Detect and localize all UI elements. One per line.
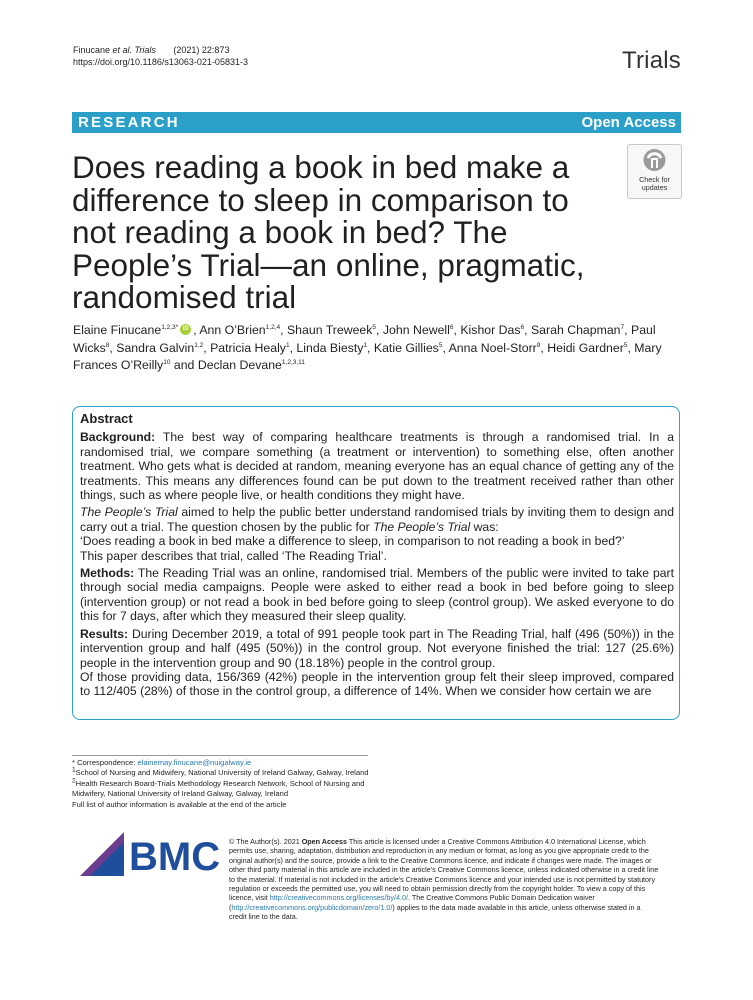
badge-line1: Check for — [639, 175, 670, 184]
abstract-results — [80, 627, 674, 670]
author-name: Mary Frances O’Reilly — [73, 340, 662, 372]
abstract-box — [72, 406, 680, 720]
footnote-divider — [72, 755, 368, 756]
orcid-icon[interactable] — [180, 324, 191, 335]
header-authors: Finucane — [73, 45, 111, 55]
author-affiliation: 5 — [372, 323, 377, 331]
author-name: Heidi Gardner — [547, 340, 624, 355]
background-text: The best way of comparing healthcare treatments is through a randomised trial. In a randomised trial, we compare something (a treatment or intervention) to something else, often another treatment. Who gets what is decided at random, meaning everyone has an equal chance of getting any of the treatments. This means any differences found can be put down to the treatment received rather than other things, such as where people live, or health conditions they might have. — [80, 430, 674, 503]
author-affiliation: 10 — [163, 358, 171, 366]
author-affiliation: 8 — [105, 341, 110, 349]
abstract-background — [80, 430, 674, 502]
author-name: Katie Gillies — [373, 340, 439, 355]
author-affiliation: 1,2,4 — [265, 323, 281, 331]
affiliation-2-text: Health Research Board-Trials Methodology Research Network, School of Nursing and Midwifery, National University of Ireland Galway, Galway, Ireland — [72, 778, 365, 799]
footnotes — [72, 758, 372, 810]
author-affiliation: 5 — [623, 341, 628, 349]
author-affiliation: 1 — [363, 341, 368, 349]
license-open-access-label: Open Access — [301, 837, 347, 846]
methods-text: The Reading Trial was an online, randomised trial. Members of the public were invited to take part through social media campaigns. People were asked to either read a book in bed before going to sleep (intervention group) or not read a book in bed before going to sleep (control group). We asked everyone to do this for 7 days, after which they measured their sleep quality. — [80, 566, 674, 624]
peoples-trial-italic-2: The People’s Trial — [373, 519, 471, 534]
full-author-info-note: Full list of author information is available at the end of the article — [72, 799, 287, 809]
badge-line2: updates — [641, 183, 668, 192]
author-list: Elaine Finucane$^{1,2,3*}$ iD , Ann O’Brien$^{1,2,4}$, Shaun Treweek$^5$, John Newell$^6$, Kishor Das$^6$, Sarah Chapman$^7$, Paul Wicks$^8$, Sandra Galvin$^{1,2}$, Patricia Healy$^1$, Linda Biesty$^1$, Katie Gillies$^5$, Anna Noel-Storr$^9$, Heidi Gardner$^5$, Mary Frances O’Reilly$^{10}$ and Declan Devane$^{1,2,3,11}$ — [73, 323, 662, 372]
correspondence-email-link[interactable]: elainemay.finucane@nuigalway.ie — [137, 758, 252, 767]
author-name: Kishor Das — [460, 323, 521, 337]
author-name: Patricia Healy — [210, 340, 286, 355]
cc-zero-license-link[interactable]: http://creativecommons.org/publicdomain/zero/1.0/ — [231, 902, 393, 912]
author-affiliation: 6 — [520, 323, 525, 331]
orcid-icon-label: iD — [182, 326, 189, 332]
affiliation-2-number: 2 — [72, 777, 76, 785]
bmc-logo-text: BMC — [129, 835, 220, 876]
license-text-1: This article is licensed under a Creative Commons Attribution 4.0 International License, which permits use, sharing, adaptation, distribution and reproduction in any medium or format, as long as you give appropriate credit to the original author(s) and the source, provide a link to the Creative Commons licence, and indicate if changes were made. The images or other third party material in this article are included in the article's Creative Commons licence, unless indicated otherwise in a credit line to the material. If material is not included in the article's Creative Commons licence and your intended use is not permitted by statutory regulation or exceeds the permitted use, you will need to obtain permission directly from the copyright holder. To view a copy of this licence, visit — [229, 837, 659, 903]
bmc-logo — [80, 828, 220, 876]
license-statement — [229, 837, 659, 922]
author-affiliation: 9 — [536, 341, 541, 349]
author-name: Elaine Finucane — [73, 323, 162, 337]
author-affiliation: 1 — [285, 341, 290, 349]
crossmark-icon — [628, 145, 681, 177]
journal-name: Trials — [622, 47, 681, 74]
author-and: and — [173, 358, 195, 372]
author-name: Anna Noel-Storr — [448, 340, 537, 355]
abstract-methods — [80, 566, 674, 624]
article-type-banner — [72, 112, 681, 133]
author-name: John Newell — [382, 323, 450, 337]
affiliation-2 — [72, 779, 372, 800]
author-affiliation: 1,2 — [194, 341, 204, 349]
author-affiliation: 1,2,3,11 — [281, 358, 305, 366]
author-name: Ann O’Brien — [199, 323, 266, 337]
author-affiliation: 7 — [620, 323, 625, 331]
author-affiliation: 6 — [449, 323, 454, 331]
author-affiliation: 1,2,3* — [161, 323, 179, 331]
para2-text-b: was: — [473, 519, 499, 534]
methods-label: Methods: — [80, 566, 135, 581]
background-label: Background: — [80, 430, 156, 445]
results-label: Results: — [80, 626, 129, 641]
author-name: Sandra Galvin — [116, 340, 195, 355]
affiliation-1 — [72, 768, 372, 778]
author-name: Paul Wicks — [73, 323, 656, 355]
results-text: During December 2019, a total of 991 people took part in The Reading Trial, half (496 (50%)) in the intervention group and half (495 (50%)) in the control group. Not everyone finished the trial: 127 (25.6%) people in the intervention group and 90 (18.18%) people in the control group. — [80, 626, 674, 670]
para2-text-a: aimed to help the public better understand randomised trials by inviting them to design and carry out a trial. The question chosen by the public for — [80, 505, 674, 534]
author-name: Sarah Chapman — [530, 323, 621, 337]
copyright-text: © The Author(s). 2021 — [229, 837, 300, 846]
header-journal-ref: et al. Trials — [112, 45, 156, 55]
affiliation-1-number: 1 — [72, 766, 76, 774]
running-header — [73, 44, 248, 68]
header-doi[interactable]: https://doi.org/10.1186/s13063-021-05831-3 — [73, 57, 248, 67]
abstract-question-quote: ‘Does reading a book in bed make a difference to sleep, in comparison to not reading a book in bed?’ — [80, 534, 625, 549]
abstract-results-2: Of those providing data, 156/369 (42%) people in the intervention group felt their sleep improved, compared to 112/405 (28%) of those in the control group, a difference of 14%. When we consider how certain we are — [80, 669, 674, 699]
header-year-volume: (2021) 22:873 — [173, 45, 230, 55]
author-name: Linda Biesty — [296, 340, 364, 355]
open-access-label: Open Access — [581, 114, 676, 131]
license-text-2: . The Creative Commons Public Domain Dedication waiver ( — [229, 893, 595, 912]
abstract-peoples-trial-para — [80, 505, 674, 534]
cc-by-license-link[interactable]: http://creativecommons.org/licenses/by/4.0/ — [269, 893, 408, 903]
affiliation-1-text: School of Nursing and Midwifery, National University of Ireland Galway, Galway, Ireland — [75, 768, 369, 778]
author-name: Shaun Treweek — [286, 323, 373, 337]
article-type-label: RESEARCH — [78, 114, 180, 131]
correspondence-line — [72, 758, 372, 768]
author-name: Declan Devane — [197, 358, 282, 372]
check-for-updates-badge[interactable] — [627, 144, 682, 199]
abstract-describes: This paper describes that trial, called ‘The Reading Trial’. — [80, 548, 387, 563]
peoples-trial-italic: The People’s Trial — [80, 505, 178, 520]
correspondence-label: * Correspondence: — [72, 758, 136, 767]
abstract-heading: Abstract — [80, 411, 133, 426]
author-affiliation: 5 — [438, 341, 443, 349]
license-text-3: ) applies to the data made available in this article, unless otherwise stated in a credit line to the data. — [229, 902, 641, 922]
article-title: Does reading a book in bed make a difference to sleep in comparison to not reading a book in bed? The People’s Trial—an online, pragmatic, randomised trial — [72, 149, 585, 315]
